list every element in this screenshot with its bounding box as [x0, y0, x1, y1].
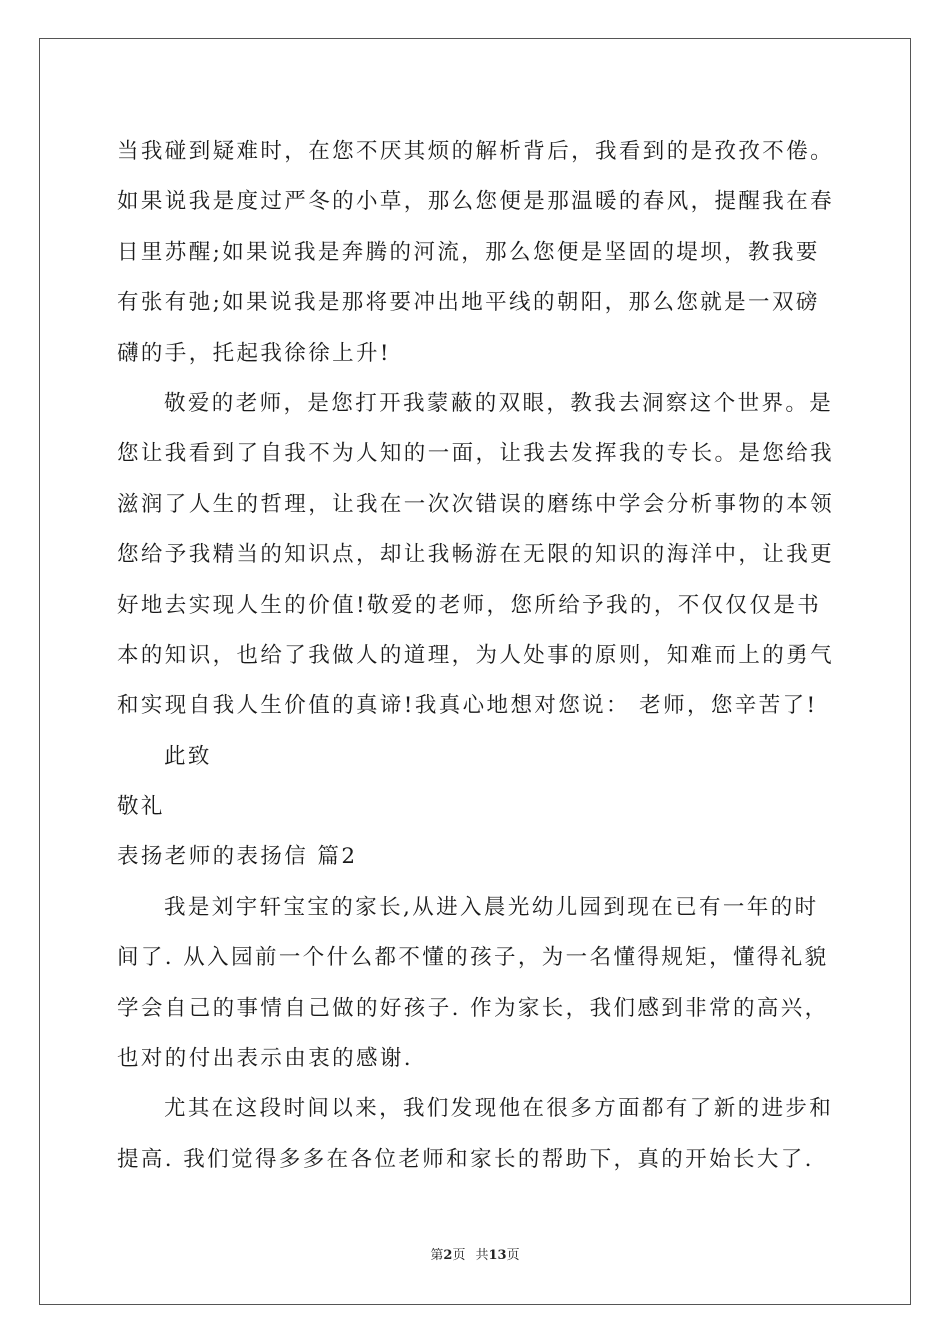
body-line: 好地去实现人生的价值!敬爱的老师，您所给予我的，不仅仅仅是书 [117, 592, 822, 618]
footer-page-suffix: 页 [452, 1248, 466, 1263]
section-heading: 表扬老师的表扬信 篇2 [117, 844, 358, 870]
page-footer [0, 1246, 950, 1266]
body-line: 礴的手，托起我徐徐上升! [117, 340, 391, 366]
body-line: 有张有弛;如果说我是那将要冲出地平线的朝阳，那么您就是一双磅 [117, 290, 820, 316]
body-line: 我是刘宇轩宝宝的家长,从进入晨光幼儿园到现在已有一年的时 [164, 894, 819, 920]
salutation-closing: 此致 [164, 743, 212, 769]
body-line: 您给予我精当的知识点，却让我畅游在无限的知识的海洋中，让我更 [117, 542, 835, 568]
body-line: 您让我看到了自我不为人知的一面，让我去发挥我的专长。是您给我 [117, 441, 835, 467]
body-line: 当我碰到疑难时，在您不厌其烦的解析背后，我看到的是孜孜不倦。 [117, 139, 835, 164]
body-line: 滋润了人生的哲理，让我在一次次错误的磨练中学会分析事物的本领 [117, 491, 835, 517]
body-line: 尤其在这段时间以来，我们发现他在很多方面都有了新的进步和 [164, 1096, 834, 1122]
footer-total-suffix: 页 [506, 1248, 520, 1263]
salutation-regards: 敬礼 [117, 794, 165, 820]
document-body [117, 127, 837, 1185]
footer-page-number: 2 [443, 1248, 453, 1263]
footer-total-prefix: 共 [475, 1248, 489, 1263]
footer-total-pages: 13 [488, 1248, 507, 1263]
body-line: 和实现自我人生价值的真谛!我真心地想对您说： 老师，您辛苦了! [117, 693, 818, 719]
footer-prefix: 第 [430, 1248, 444, 1263]
body-line: 本的知识，也给了我做人的道理，为人处事的原则，知难而上的勇气 [117, 642, 835, 668]
body-line: 学会自己的事情自己做的好孩子. 作为家长，我们感到非常的高兴， [117, 995, 829, 1021]
body-line: 提高. 我们觉得多多在各位老师和家长的帮助下，真的开始长大了. [117, 1146, 814, 1172]
body-line: 敬爱的老师，是您打开我蒙蔽的双眼，教我去洞察这个世界。是 [164, 390, 834, 416]
body-line: 如果说我是度过严冬的小草，那么您便是那温暖的春风，提醒我在春 [117, 189, 835, 215]
body-line: 间了. 从入园前一个什么都不懂的孩子，为一名懂得规矩，懂得礼貌 [117, 945, 829, 971]
body-line: 也对的付出表示由衷的感谢. [117, 1046, 414, 1072]
body-line: 日里苏醒;如果说我是奔腾的河流，那么您便是坚固的堤坝，教我要 [117, 239, 820, 265]
